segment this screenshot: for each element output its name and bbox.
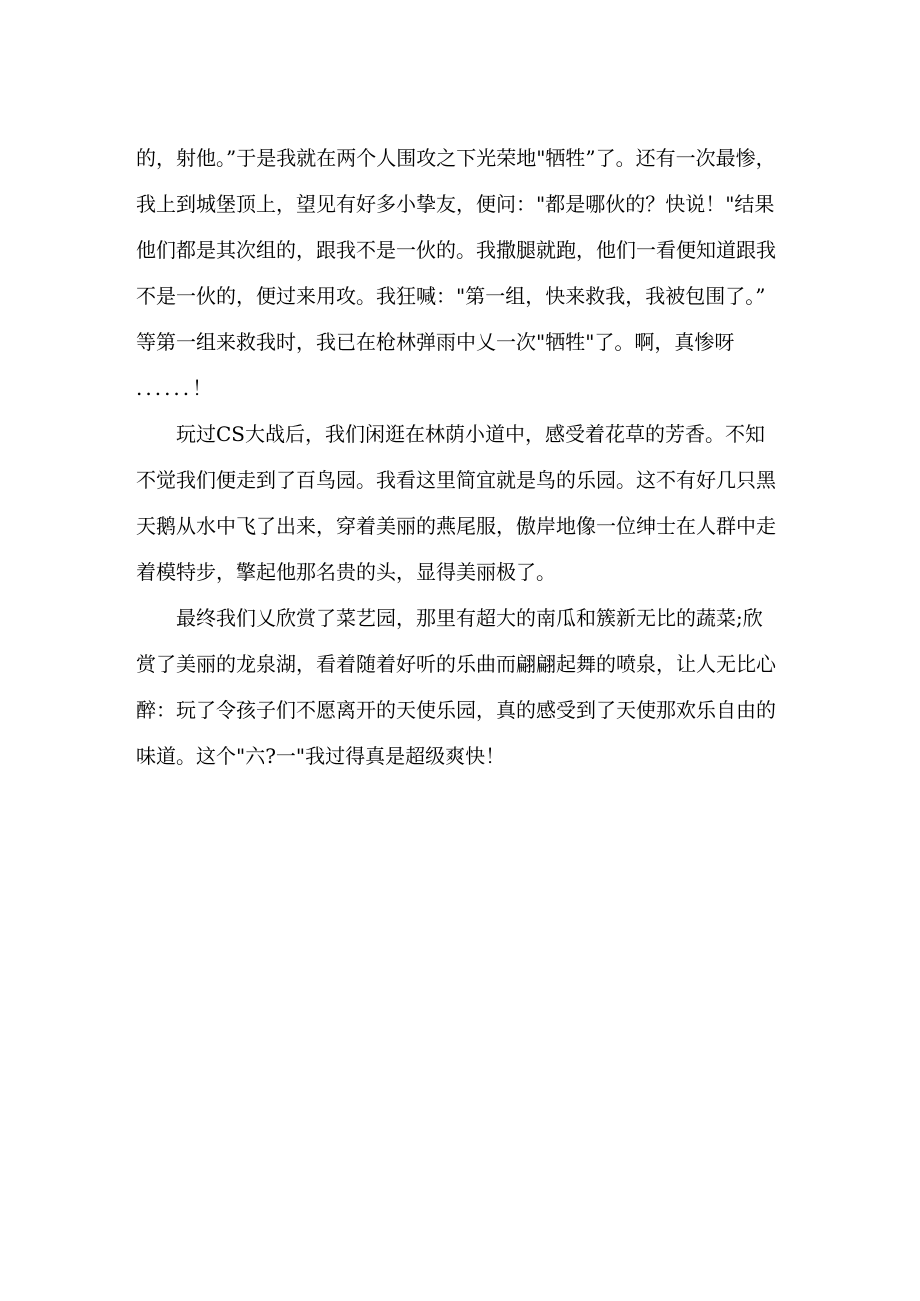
text-line: 着模特步，擎起他那名贵的头，显得美丽极了。 [136,560,556,584]
text-line: 等第一组来救我时，我已在枪林弹雨中乂一次"牺牲"了。啊，真惨呀 [136,330,735,354]
text-line: 醉：玩了令孩子们不愿离开的天使乐园，真的感受到了天使那欢乐自由的 [136,698,776,722]
text-line: ......！ [136,376,216,400]
paragraph-first-line: 最终我们乂欣赏了菜艺园，那里有超大的南瓜和簇新无比的蔬菜;欣 [176,606,763,630]
text-line: 我上到城堡顶上，望见有好多小挚友，便问："都是哪伙的？快说！"结果 [136,192,775,216]
paragraph-first-line: 玩过CS大战后，我们闲逛在林荫小道中，感受着花草的芳香。不知 [176,422,766,446]
text-line: 不觉我们便走到了百鸟园。我看这里简宜就是鸟的乐园。这不有好几只黑 [136,468,776,492]
text-line: 味道。这个"六?一"我过得真是超级爽快！ [136,744,506,768]
document-body [136,135,782,779]
text-line: 不是一伙的，便过来用攻。我狂喊："第一组，快来救我，我被包围了。” [136,284,766,308]
text-line: 他们都是其次组的，跟我不是一伙的。我撒腿就跑，他们一看便知道跟我 [136,238,776,262]
text-line: 天鹅从水中飞了出来，穿着美丽的燕尾服，傲岸地像一位绅士在人群中走 [136,514,776,538]
text-line: 的，射他。”于是我就在两个人围攻之下光荣地"牺牲”了。还有一次最惨， [136,146,776,170]
text-line: 赏了美丽的龙泉湖，看着随着好听的乐曲而翩翩起舞的喷泉，让人无比心 [136,652,776,676]
